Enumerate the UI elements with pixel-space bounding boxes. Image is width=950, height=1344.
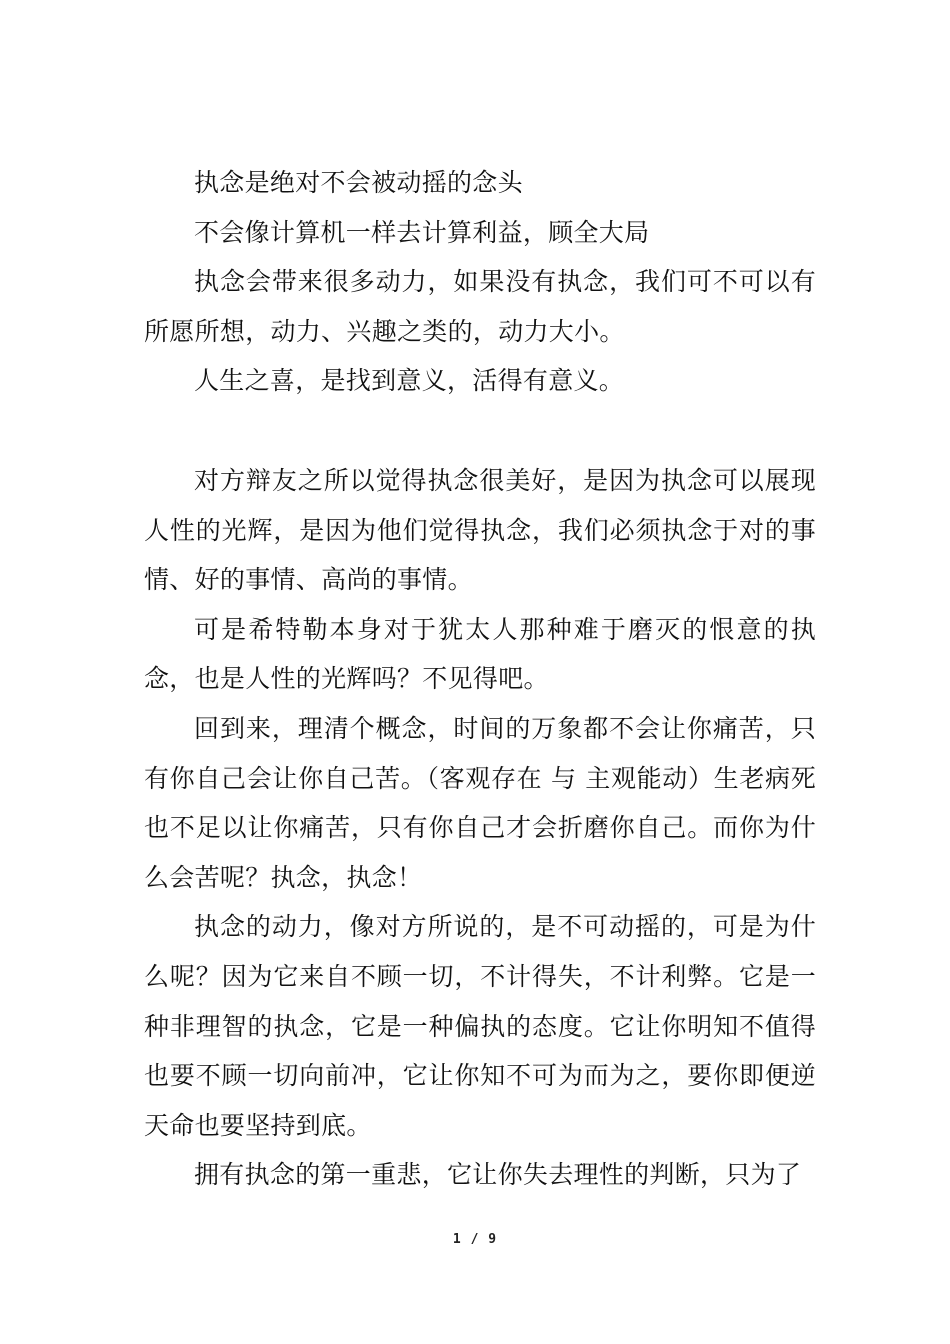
paragraph: 执念会带来很多动力，如果没有执念，我们可不可以有所愿所想，动力、兴趣之类的，动力大小。: [144, 267, 816, 346]
paragraph-spacer: [144, 406, 816, 456]
paragraph: 对方辩友之所以觉得执念很美好，是因为执念可以展现人性的光辉，是因为他们觉得执念，我们必须执念于对的事情、好的事情、高尚的事情。: [144, 465, 816, 595]
paragraph: 拥有执念的第一重悲，它让你失去理性的判断，只为了: [194, 1160, 802, 1190]
paragraph: 执念是绝对不会被动摇的念头: [194, 168, 523, 197]
paragraph: 人生之喜，是找到意义，活得有意义。: [194, 366, 625, 396]
document-body: [144, 158, 816, 1200]
paragraph: 不会像计算机一样去计算利益，顾全大局: [194, 217, 650, 247]
paragraph: 回到来，理清个概念，时间的万象都不会让你痛苦，只有你自己会让你自己苦。（客观存在 与 主观能动）生老病死也不足以让你痛苦，只有你自己才会折磨你自己。而你为什么会苦呢？执念，执念！: [144, 713, 816, 892]
paragraph: 可是希特勒本身对于犹太人那种难于磨灭的恨意的执念，也是人性的光辉吗？不见得吧。: [144, 614, 816, 694]
page-number: 1 / 9: [452, 1232, 498, 1247]
paragraph: 执念的动力，像对方所说的，是不可动摇的，可是为什么呢？因为它来自不顾一切，不计得失，不计利弊。它是一种非理智的执念，它是一种偏执的态度。它让你明知不值得也要不顾一切向前冲，它让你知不可为而为之，要你即便逆天命也要坚持到底。: [144, 912, 816, 1140]
